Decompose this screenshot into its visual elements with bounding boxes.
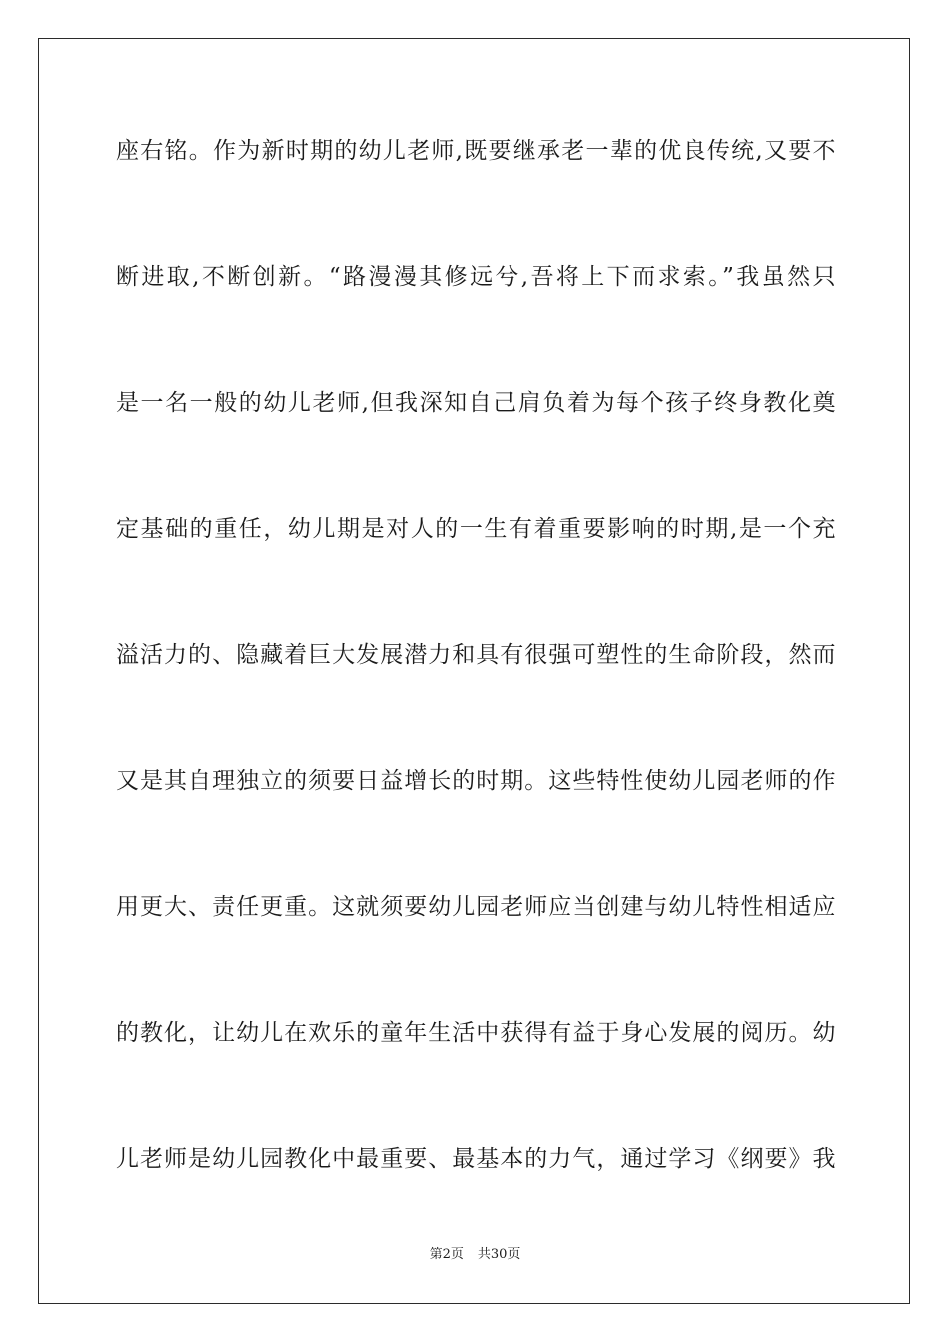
text-line: 用更大、责任更重。这就须要幼儿园老师应当创建与幼儿特性相适应	[116, 894, 836, 920]
text-line: 的教化，让幼儿在欢乐的童年生活中获得有益于身心发展的阅历。幼	[116, 1020, 836, 1046]
text-line: 断进取,不断创新。“路漫漫其修远兮,吾将上下而求索。”我虽然只	[116, 264, 836, 290]
text-line: 定基础的重任，幼儿期是对人的一生有着重要影响的时期,是一个充	[116, 516, 836, 542]
text-line: 是一名一般的幼儿老师,但我深知自己肩负着为每个孩子终身教化奠	[116, 390, 836, 416]
text-line: 溢活力的、隐藏着巨大发展潜力和具有很强可塑性的生命阶段，然而	[116, 642, 836, 668]
page-border	[38, 38, 910, 1304]
page-footer	[0, 1246, 950, 1264]
text-line: 又是其自理独立的须要日益增长的时期。这些特性使幼儿园老师的作	[116, 768, 836, 794]
text-line: 儿老师是幼儿园教化中最重要、最基本的力气，通过学习《纲要》我	[116, 1146, 836, 1172]
page-number: 第2页	[429, 1247, 464, 1262]
text-line: 座右铭。作为新时期的幼儿老师,既要继承老一辈的优良传统,又要不	[116, 138, 836, 164]
page-total: 共30页	[477, 1247, 521, 1262]
